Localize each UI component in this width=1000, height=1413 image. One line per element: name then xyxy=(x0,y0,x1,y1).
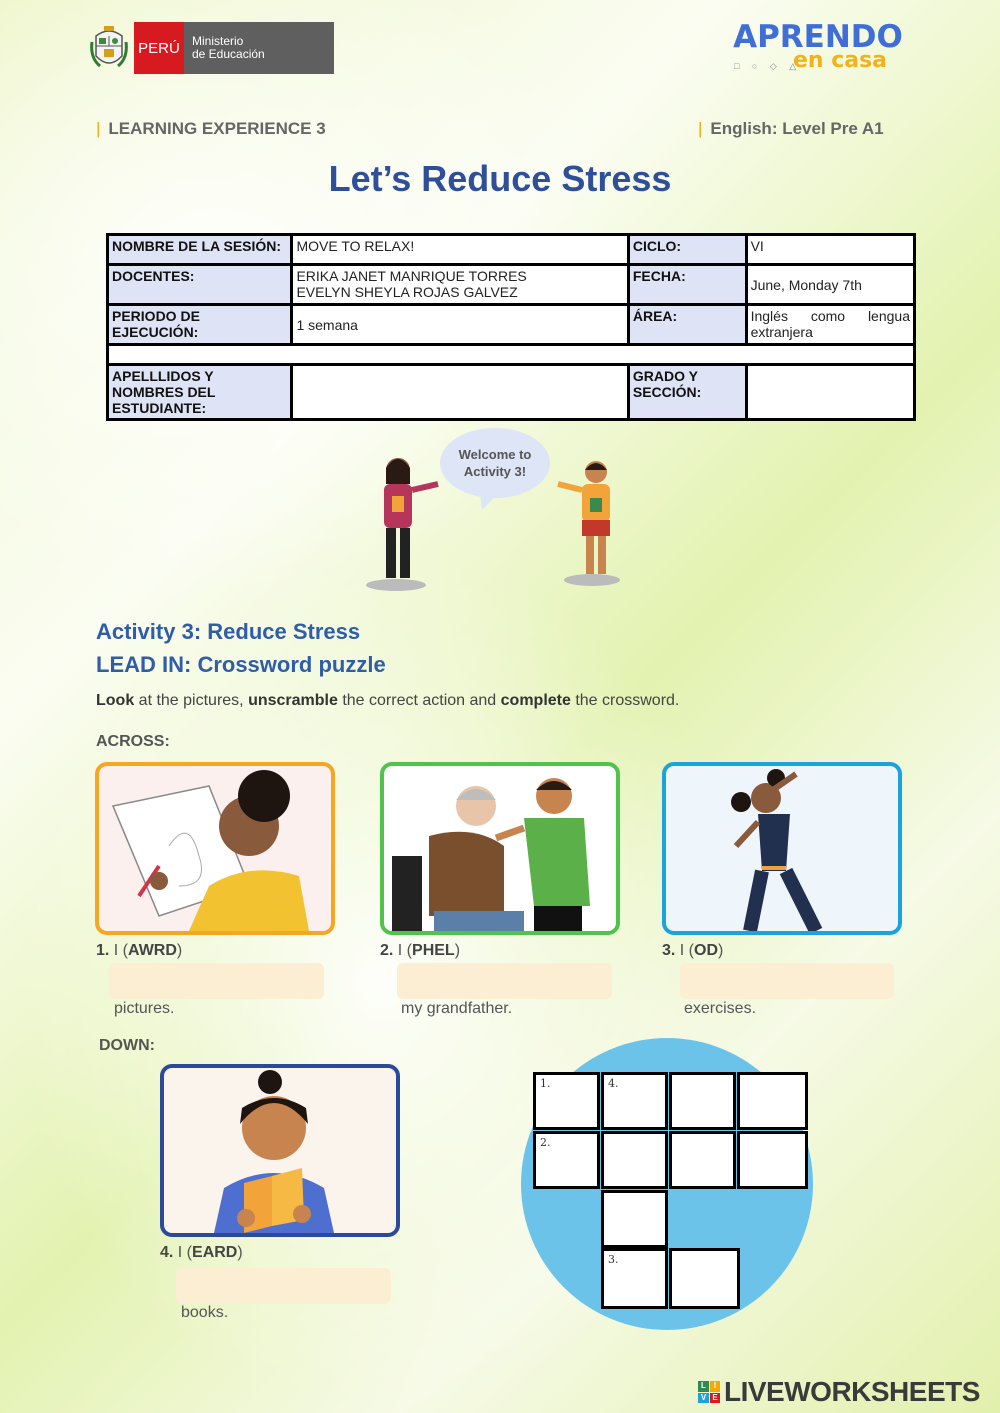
clue-4-prefix: I ( xyxy=(173,1244,193,1261)
instruction-text xyxy=(96,692,679,710)
crossword-cell[interactable] xyxy=(601,1190,668,1248)
clue-4-after: books. xyxy=(181,1304,229,1321)
welcome-line-1: Welcome to xyxy=(458,447,532,462)
level-label: English: Level Pre A1 xyxy=(710,119,884,138)
clue-2-suffix: ) xyxy=(454,942,461,959)
peru-label: PERÚ xyxy=(134,22,184,74)
cell-number-3: 3. xyxy=(608,1253,619,1266)
liveworksheets-brand: LIVEWORKSHEETS xyxy=(724,1376,980,1407)
clue-3-number: 3. xyxy=(662,942,676,959)
down-clue-4 xyxy=(160,1244,243,1262)
instr-look: Look xyxy=(96,692,135,709)
docente-2: EVELYN SHEYLA ROJAS GALVEZ xyxy=(296,284,518,300)
clue-1-prefix: I ( xyxy=(109,942,129,959)
shapes-icon: □ ○ ◇ △ xyxy=(734,61,802,71)
experience-label: LEARNING EXPERIENCE 3 xyxy=(108,119,326,138)
session-label: NOMBRE DE LA SESIÓN: xyxy=(108,235,292,265)
crossword-cell[interactable] xyxy=(533,1131,600,1189)
page-title: Let’s Reduce Stress xyxy=(328,158,672,199)
picture-exercise xyxy=(662,762,902,935)
answer-input-2[interactable] xyxy=(397,963,612,999)
drawing-person-illustration xyxy=(99,766,331,931)
clue-2-word: PHEL xyxy=(412,942,455,959)
answer-input-1[interactable] xyxy=(109,963,324,999)
instr-complete: complete xyxy=(500,692,571,709)
reading-woman-illustration xyxy=(164,1068,396,1233)
fecha-label: FECHA: xyxy=(628,265,746,305)
area-value: Inglés como lengua extranjera xyxy=(746,305,914,345)
aprendo-title: APRENDO xyxy=(733,19,903,55)
clue-4-suffix: ) xyxy=(237,1244,243,1261)
clue-3-word: OD xyxy=(694,942,719,959)
answer-input-4[interactable] xyxy=(176,1268,391,1304)
ministry-name xyxy=(184,22,334,74)
activity-title: Activity 3: Reduce Stress xyxy=(96,619,361,644)
picture-draw xyxy=(95,762,335,935)
ciclo-label: CICLO: xyxy=(628,235,746,265)
experience-header: | LEARNING EXPERIENCE 3 xyxy=(96,119,326,138)
crossword-cell[interactable] xyxy=(669,1131,736,1189)
across-clue-1 xyxy=(96,942,182,960)
ciclo-value: VI xyxy=(746,235,914,265)
clue-2-prefix: I ( xyxy=(393,942,413,959)
ministry-line-2: de Educación xyxy=(192,47,265,61)
clue-1-suffix: ) xyxy=(176,942,183,959)
docentes-value xyxy=(292,265,628,305)
ministry-logo xyxy=(90,22,334,74)
aprendo-subtitle: en casa xyxy=(792,48,888,73)
cell-number-4: 4. xyxy=(608,1077,619,1090)
cell-number-2: 2. xyxy=(540,1136,551,1149)
grado-label: GRADO Y SECCIÓN: xyxy=(628,365,746,420)
clue-3-prefix: I ( xyxy=(675,942,695,959)
clue-3-after: exercises. xyxy=(684,1000,757,1017)
exercising-girl-illustration xyxy=(666,766,898,931)
clue-3-suffix: ) xyxy=(718,942,724,959)
student-label: APELLLIDOS Y NOMBRES DEL ESTUDIANTE: xyxy=(108,365,292,420)
clue-1-after: pictures. xyxy=(114,1000,175,1017)
clue-4-word: EARD xyxy=(192,1244,238,1261)
lead-in-title: LEAD IN: Crossword puzzle xyxy=(96,652,386,677)
clue-1-word: AWRD xyxy=(128,942,177,959)
cell-number-1: 1. xyxy=(540,1077,551,1090)
liveworksheets-logo xyxy=(698,1376,980,1408)
helping-grandfather-illustration xyxy=(384,766,616,931)
periodo-value: 1 semana xyxy=(292,305,628,345)
picture-help xyxy=(380,762,620,935)
ministry-line-1: Ministerio xyxy=(192,34,244,48)
aprendo-en-casa-logo xyxy=(728,20,908,72)
student-input[interactable] xyxy=(292,365,628,420)
spacer-row xyxy=(108,345,915,365)
speech-bubble-tail xyxy=(478,492,502,512)
docente-1: ERIKA JANET MANRIQUE TORRES xyxy=(296,268,527,284)
crossword-cell[interactable] xyxy=(737,1072,808,1130)
periodo-label: PERIODO DE EJECUCIÓN: xyxy=(108,305,292,345)
clue-4-number: 4. xyxy=(160,1244,174,1261)
across-label: ACROSS: xyxy=(96,733,170,750)
across-clue-3 xyxy=(662,942,723,960)
welcome-line-2: Activity 3! xyxy=(463,464,527,479)
answer-input-3[interactable] xyxy=(680,963,894,999)
picture-read xyxy=(160,1064,400,1237)
crossword-cell[interactable] xyxy=(601,1131,668,1189)
liveworksheets-icon: L I V E xyxy=(698,1381,720,1403)
clue-1-number: 1. xyxy=(96,942,110,959)
level-header: | English: Level Pre A1 xyxy=(698,119,884,138)
crossword-cell[interactable] xyxy=(669,1072,736,1130)
crossword-cell[interactable] xyxy=(737,1131,808,1189)
welcome-speech-bubble xyxy=(440,428,550,498)
down-label: DOWN: xyxy=(99,1037,155,1054)
clue-2-after: my grandfather. xyxy=(401,1000,513,1017)
area-label: ÁREA: xyxy=(628,305,746,345)
fecha-value: June, Monday 7th xyxy=(746,265,914,305)
crossword-cell[interactable] xyxy=(601,1072,668,1130)
instr-part-2: the correct action and xyxy=(337,692,501,709)
crossword-cell[interactable] xyxy=(601,1248,668,1309)
instr-part-1: at the pictures, xyxy=(134,692,249,709)
across-clue-2 xyxy=(380,942,460,960)
crossword-cell[interactable] xyxy=(669,1248,740,1309)
docentes-label: DOCENTES: xyxy=(108,265,292,305)
crossword-cell[interactable] xyxy=(533,1072,600,1130)
instr-unscramble: unscramble xyxy=(248,692,338,709)
session-value: MOVE TO RELAX! xyxy=(292,235,628,265)
clue-2-number: 2. xyxy=(380,942,394,959)
grado-input[interactable] xyxy=(746,365,914,420)
coat-of-arms-icon xyxy=(90,22,128,74)
instr-part-3: the crossword. xyxy=(570,692,680,709)
session-info-table xyxy=(106,233,916,421)
